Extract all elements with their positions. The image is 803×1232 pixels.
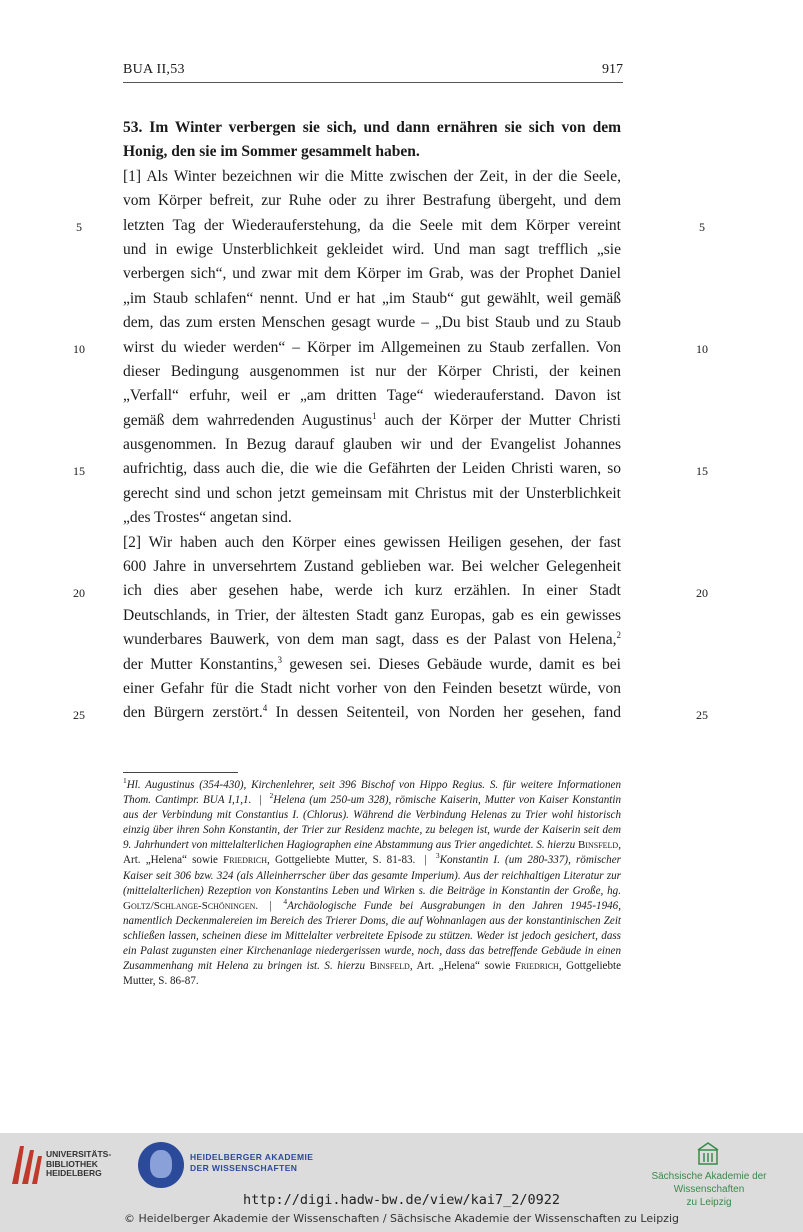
- text-line: und in ewige Unsterblichkeit gekleidet wird. Und man sagt trefflich „sie: [123, 240, 621, 258]
- line-number-left: 20: [73, 586, 85, 600]
- text-line: wirst du wieder werden“ – Körper im Allgemeinen zu Staub zerfallen. Von: [123, 338, 621, 356]
- footnote-separator: |: [424, 854, 427, 867]
- section-heading: 53. Im Winter verbergen sie sich, und dann ernähren sie sich von dem: [123, 119, 621, 136]
- footnote-separator: |: [269, 899, 272, 912]
- author-friedrich: Friedrich: [514, 960, 559, 973]
- section-heading-cont: Honig, den sie im Sommer gesammelt haben.: [123, 143, 420, 161]
- footnote-mark-1[interactable]: 1: [372, 410, 377, 421]
- text-segment: den Bürgern zerstört.: [123, 704, 263, 722]
- text-segment: gemäß dem wahrredenden Augustinus: [123, 411, 373, 429]
- footnote-mark-4[interactable]: 4: [262, 703, 268, 714]
- text-line: letzten Tag der Wiederauferstehung, da die Seele mit dem Körper vereint: [123, 216, 621, 234]
- footnote-separator: |: [259, 794, 262, 807]
- line-number-right: 10: [696, 342, 708, 356]
- footnote-number-1: 1: [123, 776, 127, 785]
- text-segment: auch der Körper der Mutter Christi: [376, 411, 621, 429]
- text-line: ich dies aber gesehen habe, werde ich kurz erzählen. In einer Stadt: [123, 582, 621, 600]
- author-binsfeld: Binsfeld: [577, 839, 619, 852]
- hadw-emblem-icon: [138, 1142, 184, 1188]
- saw-line-1: Sächsische Akademie der Wissenschaften: [651, 1171, 767, 1195]
- author-binsfeld: Binsfeld: [369, 960, 410, 973]
- footnote-4-art: , Art. „Helena“ sowie: [409, 960, 511, 973]
- text-line: einer Gefahr für die Stadt nicht vorher von den Feinden besetzt würde, von: [123, 679, 621, 697]
- author-friedrich: Friedrich: [223, 854, 268, 867]
- text-line: [1] Als Winter bezeichnen wir die Mitte zwischen der Zeit, in der die Seele,: [123, 167, 621, 185]
- footnote-2-end: , Gottgeliebte Mutter, S. 81-83.: [267, 854, 416, 867]
- footnote-2-text: Helena (um 250-um 328), römische Kaiserin, Mutter von Kaiser Konstantin aus der Verbindung mit Constantius I. (Chlorus). Während die Verbindung Helenas zu Trier wohl historisch einzig über ihren Sohn Konstantin, der Trier zur Residenz machte, zu belegen ist, wurde der Kaiserin seit dem 9. Jahrhundert von mittelalterlichen Hagiographen eine Abstammung aus Trier angedichtet. S. hierzu: [123, 794, 622, 852]
- permalink-url[interactable]: http://digi.hadw-bw.de/view/kai7_2/0922: [243, 1192, 560, 1208]
- text-line: gerecht sind und schon jetzt gemeinsam mit Christus mit der Unsterblichkeit: [123, 484, 621, 502]
- hadw-logo[interactable]: [138, 1142, 338, 1192]
- line-number-right: 25: [696, 708, 708, 722]
- running-title: BUA II,53: [123, 62, 185, 77]
- ub-line-1: UNIVERSITÄTS-: [46, 1149, 112, 1159]
- copyright-notice: © Heidelberger Akademie der Wissenschaften / Sächsische Akademie der Wissenschaften zu Leipzig: [123, 1212, 679, 1225]
- text-line: aufrichtig, dass auch die, die wie die Gefährten der Leiden Christi waren, so: [123, 460, 621, 478]
- footnote-1-text: Hl. Augustinus (354-430), Kirchenlehrer, seit 396 Bischof von Hippo Regius. S. für weitere Informationen Thom. Cantimpr. BUA I,1,1.: [123, 779, 621, 807]
- ub-logo-icon: [10, 1142, 44, 1186]
- footnote-number-2: 2: [269, 791, 274, 801]
- text-line: ausgenommen. In Bezug darauf glauben wir und der Evangelist Johannes: [123, 436, 621, 454]
- footnote-2-art: , Art. „Helena“ sowie: [123, 839, 621, 867]
- text-line: „im Staub schlafen“ nennt. Und er hat „im Staub“ gut gewählt, weil gemäß: [123, 289, 621, 307]
- line-number-left: 15: [73, 464, 85, 478]
- text-line: [123, 409, 621, 433]
- text-segment: gewesen sei. Dieses Gebäude wurde, damit es bei: [282, 655, 621, 673]
- running-header: [123, 60, 623, 83]
- line-number-left: 5: [76, 220, 82, 234]
- ub-line-3: HEIDELBERG: [46, 1168, 102, 1178]
- footnote-3-end: .: [255, 899, 259, 912]
- footnote-3-text: Konstantin I. (um 280-337), römischer Kaiser seit 306 bzw. 324 (als Alleinherrscher über das gesamte Imperium). Aus der reichhaltigen Literatur zur (mittelalterlichen) Rezeption von Konstantins Leben und Wirken s. die Beiträge in Konstantin der Große, hg.: [123, 854, 621, 897]
- text-line: verbergen sich“, und zwar mit dem Körper im Grab, was der Prophet Daniel: [123, 265, 621, 283]
- text-line: dieser Bedingung ausgenommen ist nur der Körper Christi, der keinen: [123, 362, 621, 380]
- line-number-left: 25: [73, 708, 85, 722]
- text-line: Deutschlands, in Trier, der ältesten Stadt ganz Europas, gab es ein gewisses: [123, 606, 621, 624]
- footnote-number-4: 4: [283, 896, 288, 906]
- text-segment: wunderbares Bauwerk, von dem man sagt, dass es der Palast von Helena,: [123, 631, 617, 649]
- line-number-right: 5: [699, 220, 705, 234]
- text-line: 600 Jahre in unversehrtem Zustand geblieben war. Bei welcher Gelegenheit: [123, 558, 621, 576]
- footnote-mark-3[interactable]: 3: [277, 654, 282, 665]
- hadw-logo-text: [190, 1152, 313, 1174]
- text-line: „des Trostes“ angetan sind.: [123, 509, 292, 527]
- text-line: dem, das zum ersten Menschen gesagt wurde – „Du bist Staub und zu Staub: [123, 314, 621, 332]
- line-number-right: 15: [696, 464, 708, 478]
- text-line: vom Körper befreit, zur Ruhe oder zu ihrer Bestrafung übergeht, und dem: [123, 192, 621, 210]
- line-number-right: 20: [696, 586, 708, 600]
- footnote-rule: [123, 772, 238, 773]
- ub-line-2: BIBLIOTHEK: [46, 1158, 98, 1169]
- saw-building-icon: [697, 1142, 719, 1166]
- saw-line-2: zu Leipzig: [686, 1197, 732, 1208]
- hadw-line-1: HEIDELBERGER AKADEMIE: [190, 1152, 314, 1162]
- hadw-line-2: DER WISSENSCHAFTEN: [190, 1163, 298, 1173]
- footnote-4-end: , Gottgeliebte Mutter, S. 86-87.: [123, 960, 622, 988]
- line-number-left: 10: [73, 342, 85, 356]
- text-line: „Verfall“ erfuhr, weil er „am dritten Tage“ wiederauferstand. Davon ist: [123, 387, 621, 405]
- footnotes: [123, 778, 621, 989]
- text-segment: der Mutter Konstantins,: [123, 655, 278, 673]
- ub-heidelberg-logo[interactable]: [10, 1142, 110, 1190]
- author-goltz: Goltz/Schlange-Schöningen: [123, 899, 256, 912]
- footnote-number-3: 3: [435, 851, 440, 861]
- ub-logo-text: [46, 1150, 111, 1179]
- page-number: 917: [602, 62, 623, 77]
- main-text: [123, 116, 621, 726]
- text-line: [123, 701, 621, 725]
- text-line: [123, 653, 621, 677]
- text-line: [2] Wir haben auch den Körper eines gewissen Heiligen gesehen, der fast: [123, 533, 621, 551]
- footnote-4-text: Archäologische Funde bei Ausgrabungen in den Jahren 1945-1946, namentlich Deckenmalereien im Bereich des Trierer Doms, die auf Wohnanlagen aus der konstantinischen Zeit schließen lassen, scheinen diese im Mittelalter verbreitete Episode zu stützen. Weder ist jedoch gesichert, dass ein Palast zugunsten einer Kirchenanlage niedergerissen wurde, noch, dass das betreffende Gebäude in einen Zusammenhang mit Helena zu bringen ist. S. hierzu: [123, 899, 621, 973]
- footnote-mark-2[interactable]: 2: [616, 630, 621, 641]
- text-line: [123, 628, 621, 652]
- text-segment: In dessen Seitenteil, von Norden her gesehen, fand: [267, 704, 621, 722]
